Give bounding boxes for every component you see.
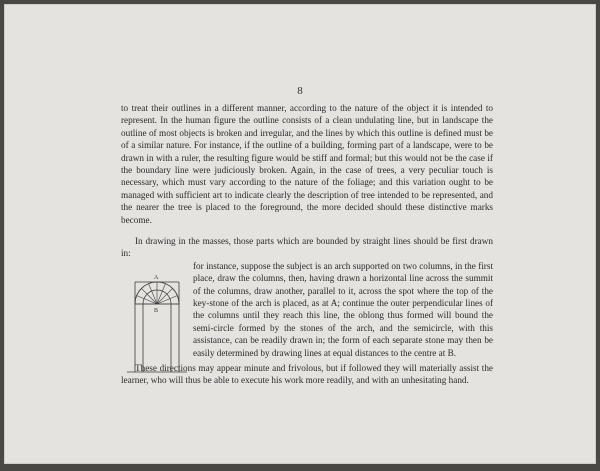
- paragraph-2-body: for instance, suppose the subject is an arch supported on two columns, in the first place, draw the columns, then, having drawn a horizontal line across the summit of the columns, draw another, parallel to it, across the spot where the top of the key-stone of the arch is placed, as at A; continue the outer perpendicular lines of the columns until they reach this line, the oblong thus formed will bound the semi-circle formed by the stones of the arch, and the semicircle, with this assistance, can be readily drawn in; the form of each separate stone may then be easily determined by drawing lines at equal distances to the centre at B.: [193, 260, 493, 358]
- paragraph-2: [121, 235, 493, 380]
- paragraph-3-text: These directions may appear minute and frivolous, but if followed they will materially assist the learner, who will thus be able to execute his work more readily, and with an unhesitating hand.: [121, 363, 493, 386]
- paragraph-3: [121, 362, 493, 387]
- paragraph-2-intro: In drawing in the masses, those parts which are bounded by straight lines should be first drawn in:: [121, 236, 493, 259]
- page-sheet: [4, 4, 596, 464]
- figure-label-a: A: [154, 274, 159, 281]
- page-number: 8: [297, 85, 303, 97]
- paragraph-1-text: to treat their outlines in a different manner, according to the nature of the object it is intended to represent. In the human figure the outline consists of a clean undulating line, but in landscape the outline of most objects is broken and irregular, and the lines by which this outline is defined must be of a similar nature. For instance, if the outline of a building, forming part of a landscape, were to be drawn in with a ruler, the resulting figure would be stiff and formal; but this would not be the case if the boundary line were judiciously broken. Again, in the case of trees, a very peculiar touch is necessary, which must vary according to the nature of the foliage; and this variation ought to be managed with sufficient art to indicate clearly the description of tree intended to be represented, and the nearer the tree is placed to the foreground, the more decided should these distinctive marks become.: [121, 103, 493, 225]
- paragraph-1: [121, 102, 493, 226]
- figure-label-b: B: [154, 307, 159, 314]
